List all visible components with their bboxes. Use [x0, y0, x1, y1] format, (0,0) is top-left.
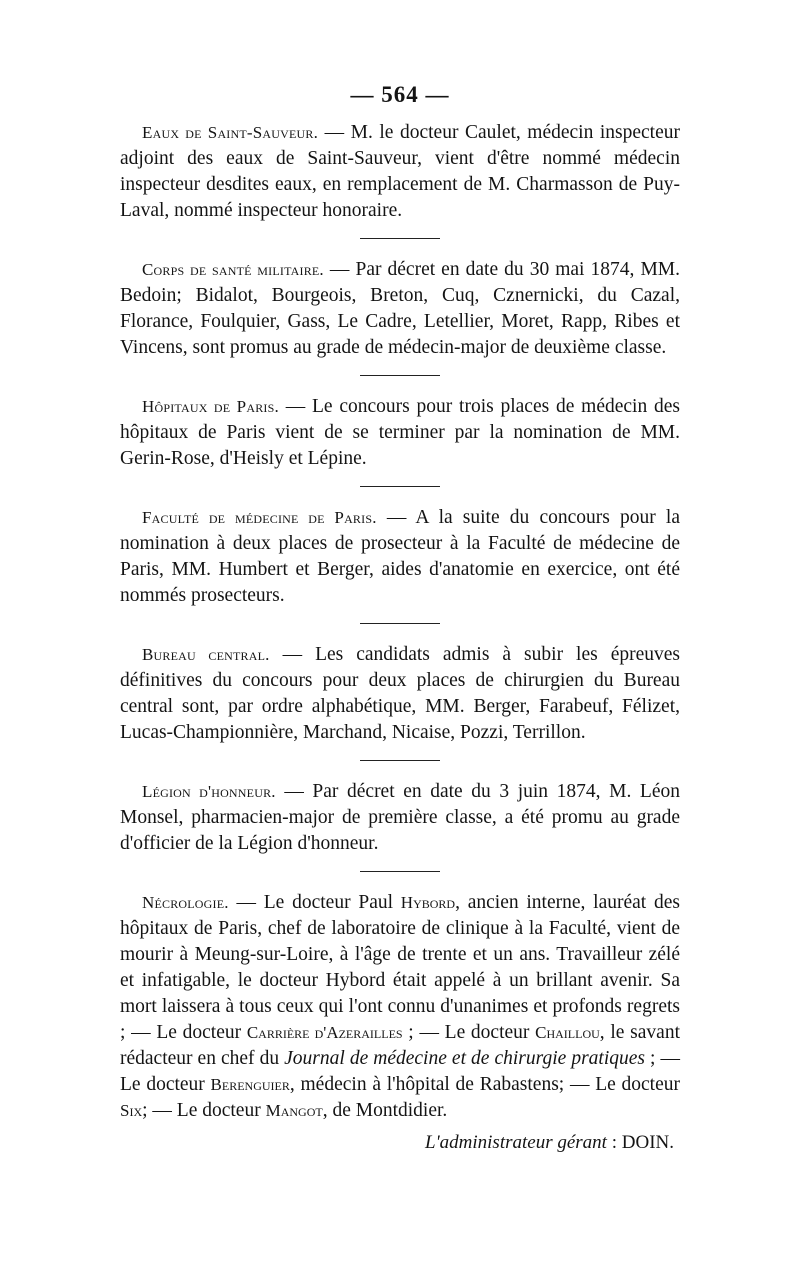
- necrologie-text: , de Montdidier.: [322, 1100, 448, 1121]
- separator-rule: [360, 760, 440, 761]
- deceased-name: Hybord: [400, 893, 456, 912]
- necrologie-text: — Le docteur Paul: [228, 892, 401, 913]
- section-heading: Légion d'honneur.: [142, 782, 276, 801]
- signature-name: DOIN.: [621, 1132, 674, 1153]
- separator-rule: [360, 623, 440, 624]
- news-item-legion-honneur: [120, 779, 680, 857]
- document-page: [120, 82, 680, 1154]
- news-item-faculte-medecine: [120, 505, 680, 609]
- news-item-necrologie: [120, 890, 680, 1124]
- necrologie-text: , le savant rédacteur en chef du: [120, 1022, 680, 1069]
- deceased-name: Six: [120, 1101, 143, 1120]
- section-heading: Corps de santé militaire.: [142, 260, 324, 279]
- section-text: — Le concours pour trois places de médecin des hôpitaux de Paris vient de se terminer par la nomination de MM. Gerin-Rose, d'Heisly et Lépine.: [120, 396, 680, 469]
- necrologie-text: ; — Le docteur: [120, 1048, 681, 1095]
- section-text: — Les candidats admis à subir les épreuves définitives du concours pour deux places de chirurgien du Bureau central sont, par ordre alphabétique, MM. Berger, Farabeuf, Félizet, Lucas-Championnière, Marchand, Nicaise, Pozzi, Terrillon.: [120, 644, 680, 743]
- journal-title: Journal de médecine et de chirurgie pratiques: [284, 1048, 646, 1069]
- section-heading: Eaux de Saint-Sauveur.: [142, 123, 319, 142]
- section-heading: Hôpitaux de Paris.: [142, 397, 279, 416]
- section-heading: Bureau central.: [142, 645, 270, 664]
- necrologie-text: ; — Le docteur: [402, 1022, 536, 1043]
- section-text: — Par décret en date du 30 mai 1874, MM. Bedoin; Bidalot, Bourgeois, Breton, Cuq, Cznernicki, du Cazal, Florance, Foulquier, Gass, Le Cadre, Letellier, Moret, Rapp, Ribes et Vincens, sont promus au grade de médecin-major de deuxième classe.: [120, 259, 680, 358]
- deceased-name: Carrière d'Azerailles: [246, 1023, 403, 1042]
- section-heading: Faculté de médecine de Paris.: [142, 508, 377, 527]
- separator-rule: [360, 238, 440, 239]
- page-number: — 564 —: [350, 82, 450, 107]
- separator-rule: [360, 375, 440, 376]
- signature-line: [120, 1132, 680, 1154]
- signature-label: L'administrateur gérant: [425, 1132, 607, 1153]
- news-item-bureau-central: [120, 642, 680, 746]
- news-item-corps-sante-militaire: [120, 257, 680, 361]
- section-heading: Nécrologie.: [142, 893, 229, 912]
- section-text: — M. le docteur Caulet, médecin inspecteur adjoint des eaux de Saint-Sauveur, vient d'être nommé médecin inspecteur desdites eaux, en remplacement de M. Charmasson de Puy-Laval, nommé inspecteur honoraire.: [120, 122, 681, 221]
- deceased-name: Berenguier: [210, 1075, 290, 1094]
- signature-separator: :: [606, 1132, 622, 1153]
- necrologie-text: ; — Le docteur: [142, 1100, 266, 1121]
- section-text: — A la suite du concours pour la nomination à deux places de prosecteur à la Faculté de médecine de Paris, MM. Humbert et Berger, aides d'anatomie en exercice, ont été nommés prosecteurs.: [120, 507, 680, 606]
- section-text: — Par décret en date du 3 juin 1874, M. Léon Monsel, pharmacien-major de première classe, a été promu au grade d'officier de la Légion d'honneur.: [120, 781, 680, 854]
- separator-rule: [360, 871, 440, 872]
- news-item-saint-sauveur: [120, 120, 680, 224]
- news-item-hopitaux-paris: [120, 394, 680, 472]
- necrologie-text: , médecin à l'hôpital de Rabastens; — Le docteur: [289, 1074, 680, 1095]
- necrologie-text: , ancien interne, lauréat des hôpitaux de Paris, chef de laboratoire de clinique à la Faculté, vient de mourir à Meung-sur-Loire, à l'âge de trente et un ans. Travailleur zélé et infatigable, le docteur Hybord était appelé à un brillant avenir. Sa mort laissera à tous ceux qui l'ont connu d'unanimes et profonds regrets ; — Le docteur: [120, 892, 680, 1043]
- deceased-name: Mangot: [265, 1101, 323, 1120]
- deceased-name: Chaillou: [535, 1023, 600, 1042]
- separator-rule: [360, 486, 440, 487]
